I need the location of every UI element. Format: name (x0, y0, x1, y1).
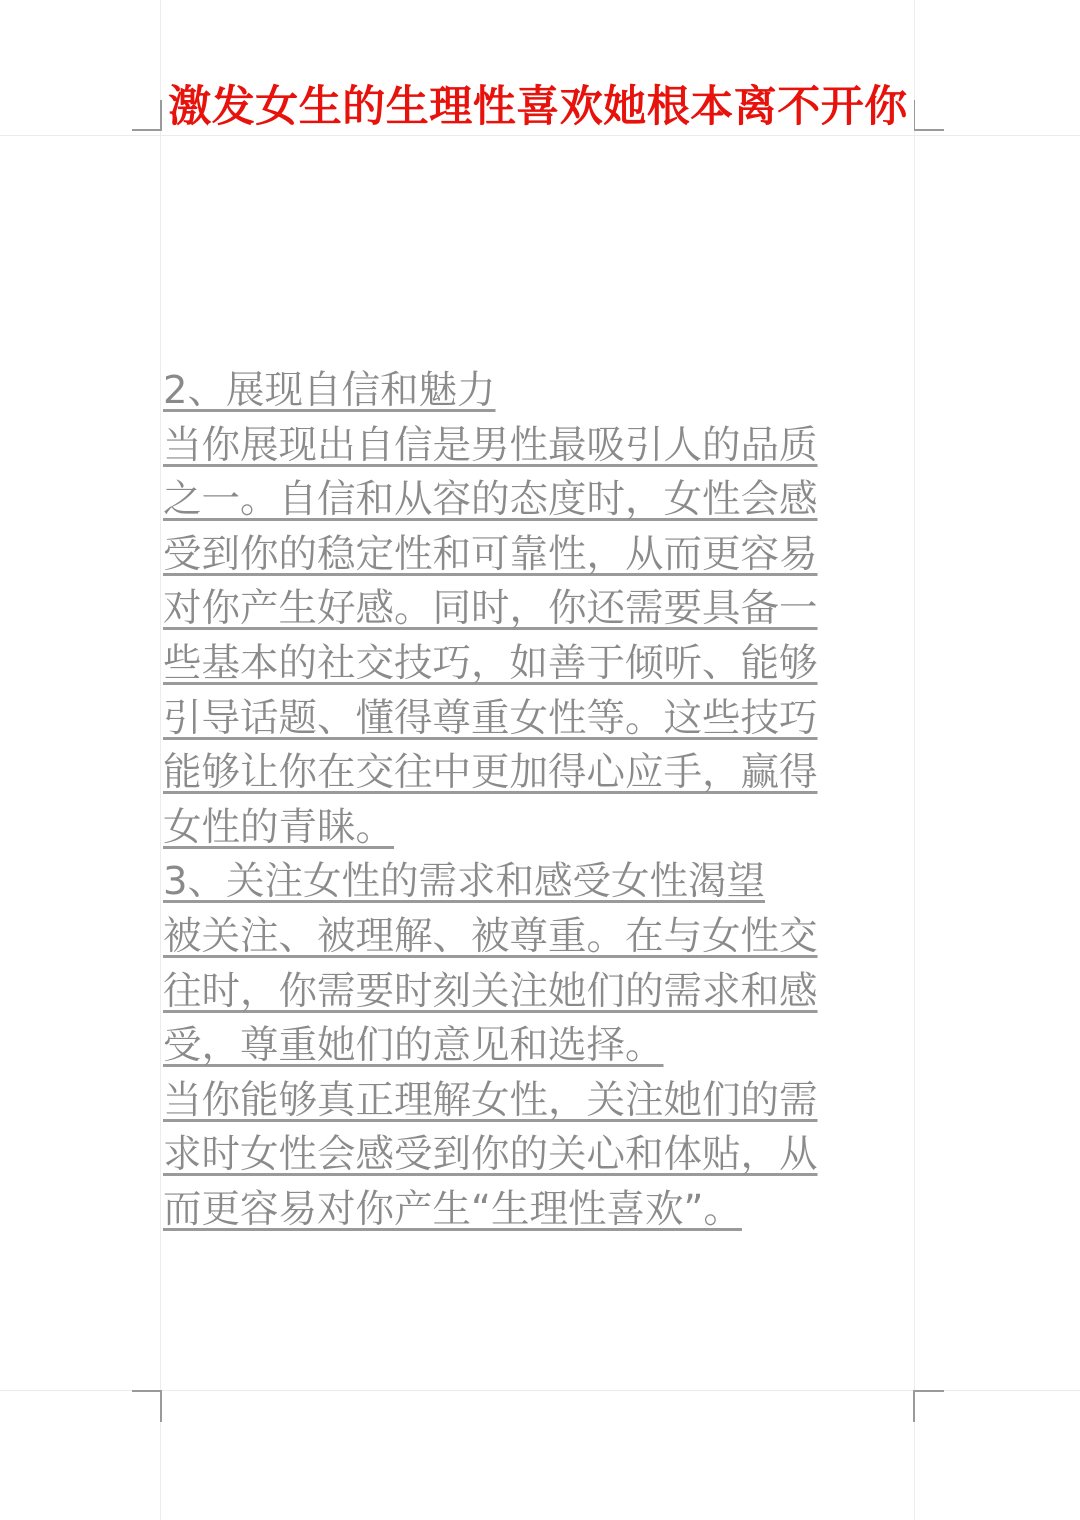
text-line (163, 1074, 915, 1129)
text-line (163, 910, 915, 965)
crop-mark-bottom-left (132, 1390, 162, 1392)
crop-mark-top-right (914, 129, 944, 131)
line-text: 求时女性会感受到你的关心和体贴，从 (163, 1132, 818, 1178)
body-text (163, 364, 915, 1238)
line-text: 当你能够真正理解女性，关注她们的需 (163, 1077, 818, 1123)
line-text: 能够让你在交往中更加得心应手，赢得 (163, 750, 818, 796)
crop-mark-top-left (132, 129, 162, 131)
line-text: 当你展现出自信是男性最吸引人的品质 (163, 422, 818, 468)
page-top-border (0, 135, 1080, 136)
line-text: 而更容易对你产生“生理性喜欢”。 (163, 1186, 742, 1232)
title-banner (162, 74, 914, 132)
text-line (163, 419, 915, 474)
text-line (163, 1128, 915, 1183)
line-text: 之一。自信和从容的态度时，女性会感 (163, 477, 818, 523)
text-line (163, 855, 915, 910)
text-line (163, 582, 915, 637)
crop-mark-bottom-left-v (160, 1390, 162, 1422)
text-line (163, 801, 915, 856)
line-text: 对你产生好感。同时，你还需要具备一 (163, 586, 818, 632)
line-text: 女性的青睐。 (163, 804, 395, 850)
line-text: 受，尊重她们的意见和选择。 (163, 1023, 664, 1069)
crop-mark-bottom-right-v (913, 1390, 915, 1422)
line-text: 引导话题、懂得尊重女性等。这些技巧 (163, 695, 818, 741)
text-line (163, 637, 915, 692)
text-line (163, 965, 915, 1020)
line-text: 些基本的社交技巧，如善于倾听、能够 (163, 640, 818, 686)
line-text: 受到你的稳定性和可靠性，从而更容易 (163, 531, 818, 577)
line-text: 2、展现自信和魅力 (163, 368, 496, 413)
text-line (163, 1019, 915, 1074)
crop-mark-bottom-right (914, 1390, 944, 1392)
text-line (163, 473, 915, 528)
text-line (163, 692, 915, 747)
document-title: 激发女生的生理性喜欢她根本离不开你 (168, 81, 908, 132)
page-left-border (160, 0, 161, 1520)
text-line (163, 528, 915, 583)
line-text: 往时，你需要时刻关注她们的需求和感 (163, 968, 818, 1014)
text-line (163, 364, 915, 419)
line-text: 3、关注女性的需求和感受女性渴望 (163, 859, 765, 905)
text-line (163, 1183, 915, 1238)
text-line (163, 746, 915, 801)
line-text: 被关注、被理解、被尊重。在与女性交 (163, 913, 818, 959)
